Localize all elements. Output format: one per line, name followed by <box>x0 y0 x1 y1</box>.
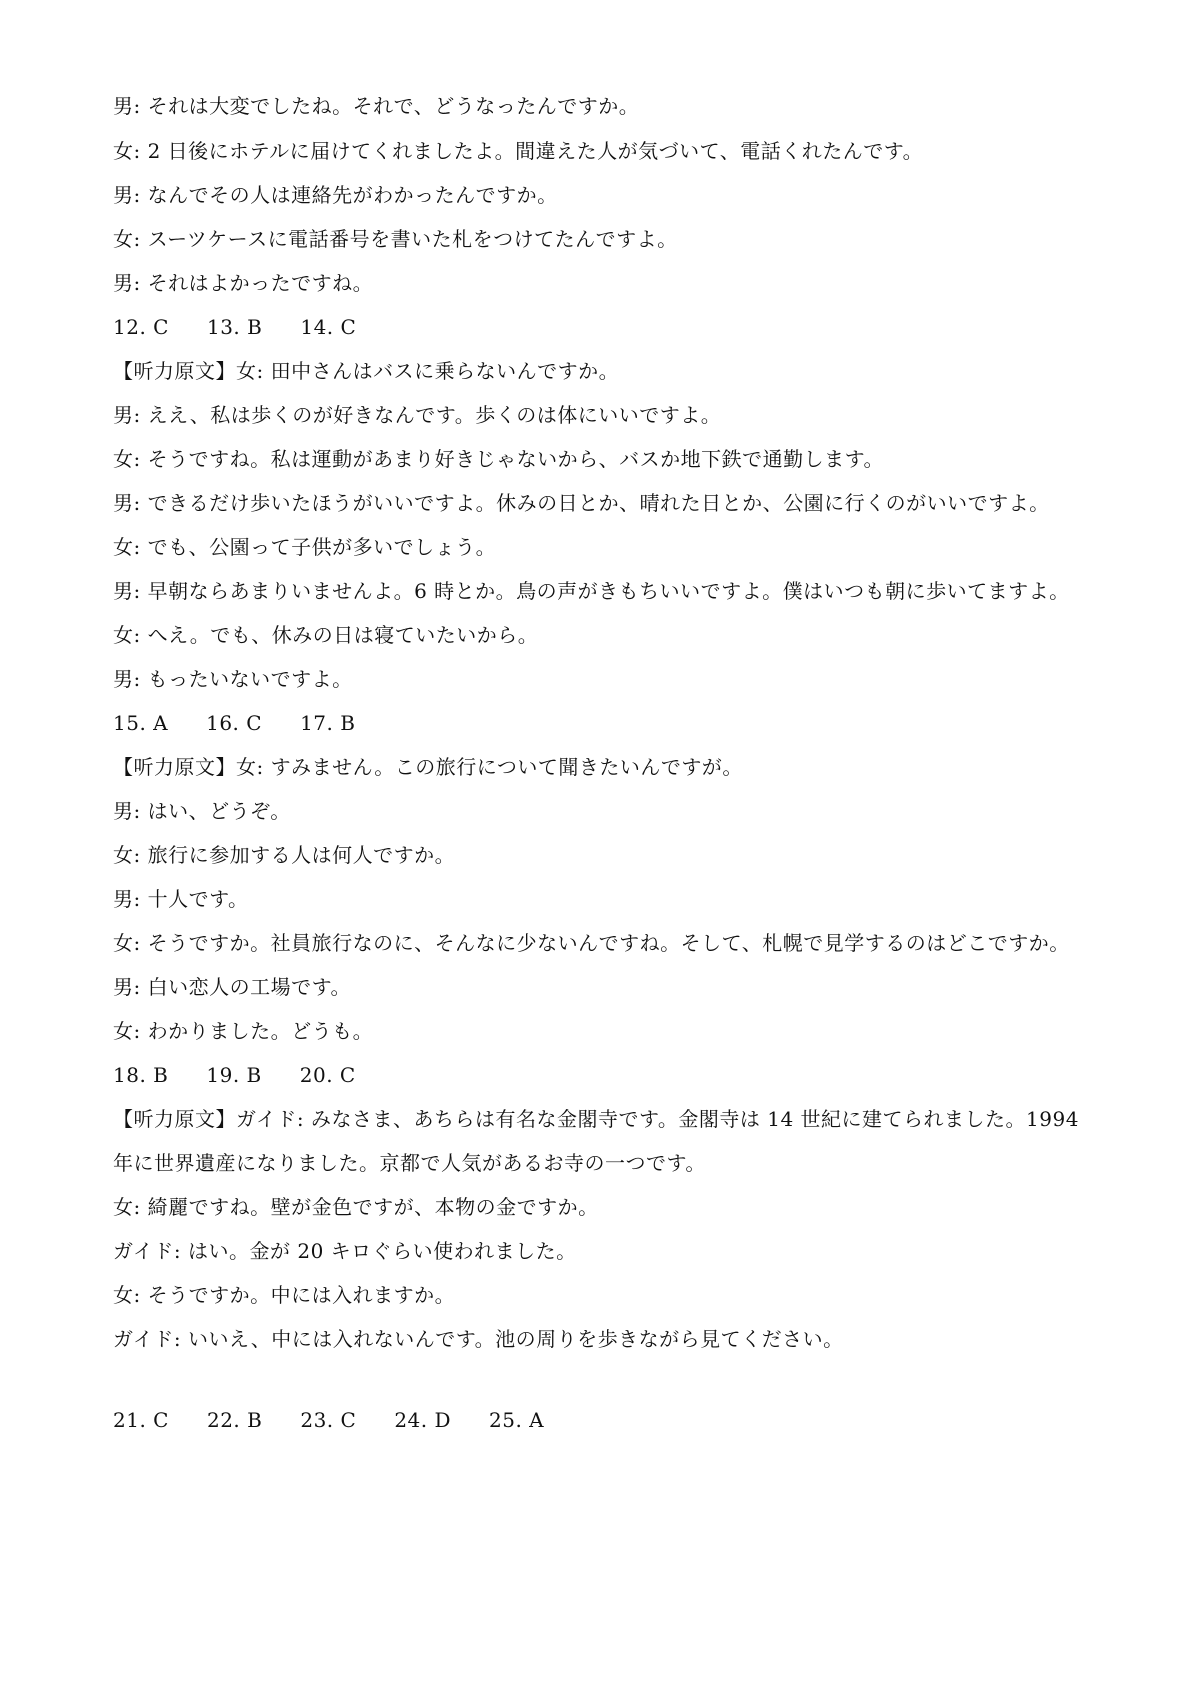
dialogue-line: 女: 旅行に参加する人は何人ですか。 <box>113 843 456 867</box>
dialogue-line: 男: ええ、私は歩くのが好きなんです。歩くのは体にいいですよ。 <box>113 403 722 427</box>
answer-row <box>113 1407 1123 1433</box>
answer-item: 19. B <box>206 1063 262 1087</box>
dialogue-line: 男: 白い恋人の工場です。 <box>113 975 351 999</box>
answer-item: 17. B <box>300 711 356 735</box>
answer-item: 24. D <box>394 1408 452 1432</box>
answer-row <box>113 1062 1123 1088</box>
dialogue-line: 女: へえ。でも、休みの日は寝ていたいから。 <box>113 623 539 647</box>
dialogue-line: 【听力原文】女: 田中さんはバスに乗らないんですか。 <box>113 359 620 383</box>
dialogue-line: 【听力原文】女: すみません。この旅行について聞きたいんですが。 <box>113 755 743 779</box>
dialogue-line: 女: 2 日後にホテルに届けてくれましたよ。間違えた人が気づいて、電話くれたんです。 <box>113 139 924 163</box>
answer-item: 20. C <box>299 1063 356 1087</box>
dialogue-line: 男: できるだけ歩いたほうがいいですよ。休みの日とか、晴れた日とか、公園に行くのがいいですよ。 <box>113 491 1050 515</box>
dialogue-line: 男: それは大変でしたね。それで、どうなったんですか。 <box>113 94 640 118</box>
answer-row <box>113 710 1123 736</box>
dialogue-line: 女: 綺麗ですね。壁が金色ですが、本物の金ですか。 <box>113 1195 599 1219</box>
answer-item: 16. C <box>206 711 263 735</box>
dialogue-line: 男: それはよかったですね。 <box>113 271 374 295</box>
dialogue-line: ガイド: いいえ、中には入れないんです。池の周りを歩きながら見てください。 <box>113 1327 844 1351</box>
answer-item: 25. A <box>489 1408 545 1432</box>
dialogue-line: 男: なんでその人は連絡先がわかったんですか。 <box>113 183 558 207</box>
answer-item: 23. C <box>300 1408 357 1432</box>
dialogue-line: 年に世界遺産になりました。京都で人気があるお寺の一つです。 <box>113 1151 706 1175</box>
dialogue-line: 男: 早朝ならあまりいませんよ。6 時とか。鳥の声がきもちいいですよ。僕はいつも朝に歩いてますよ。 <box>113 579 1070 603</box>
dialogue-line: 女: そうですか。社員旅行なのに、そんなに少ないんですね。そして、札幌で見学するのはどこですか。 <box>113 931 1070 955</box>
dialogue-line: 男: 十人です。 <box>113 887 249 911</box>
answer-item: 15. A <box>113 711 169 735</box>
dialogue-line: 男: はい、どうぞ。 <box>113 799 291 823</box>
dialogue-line: 男: もったいないですよ。 <box>113 667 353 691</box>
answer-item: 21. C <box>113 1408 169 1432</box>
answer-row <box>113 314 1123 340</box>
answer-item: 18. B <box>113 1063 169 1087</box>
dialogue-line: 女: わかりました。どうも。 <box>113 1019 374 1043</box>
dialogue-line: 女: そうですか。中には入れますか。 <box>113 1283 456 1307</box>
dialogue-line: 【听力原文】ガイド: みなさま、あちらは有名な金閣寺です。金閣寺は 14 世紀に建てられました。1994 <box>113 1107 1079 1131</box>
dialogue-line: 女: でも、公園って子供が多いでしょう。 <box>113 535 497 559</box>
answer-item: 13. B <box>206 315 263 339</box>
dialogue-line: 女: スーツケースに電話番号を書いた札をつけてたんですよ。 <box>113 227 678 251</box>
answer-item: 14. C <box>300 315 357 339</box>
answer-item: 22. B <box>206 1408 263 1432</box>
dialogue-line: 女: そうですね。私は運動があまり好きじゃないから、バスか地下鉄で通勤します。 <box>113 447 884 471</box>
answer-item: 12. C <box>113 315 169 339</box>
dialogue-line: ガイド: はい。金が 20 キロぐらい使われました。 <box>113 1239 577 1263</box>
